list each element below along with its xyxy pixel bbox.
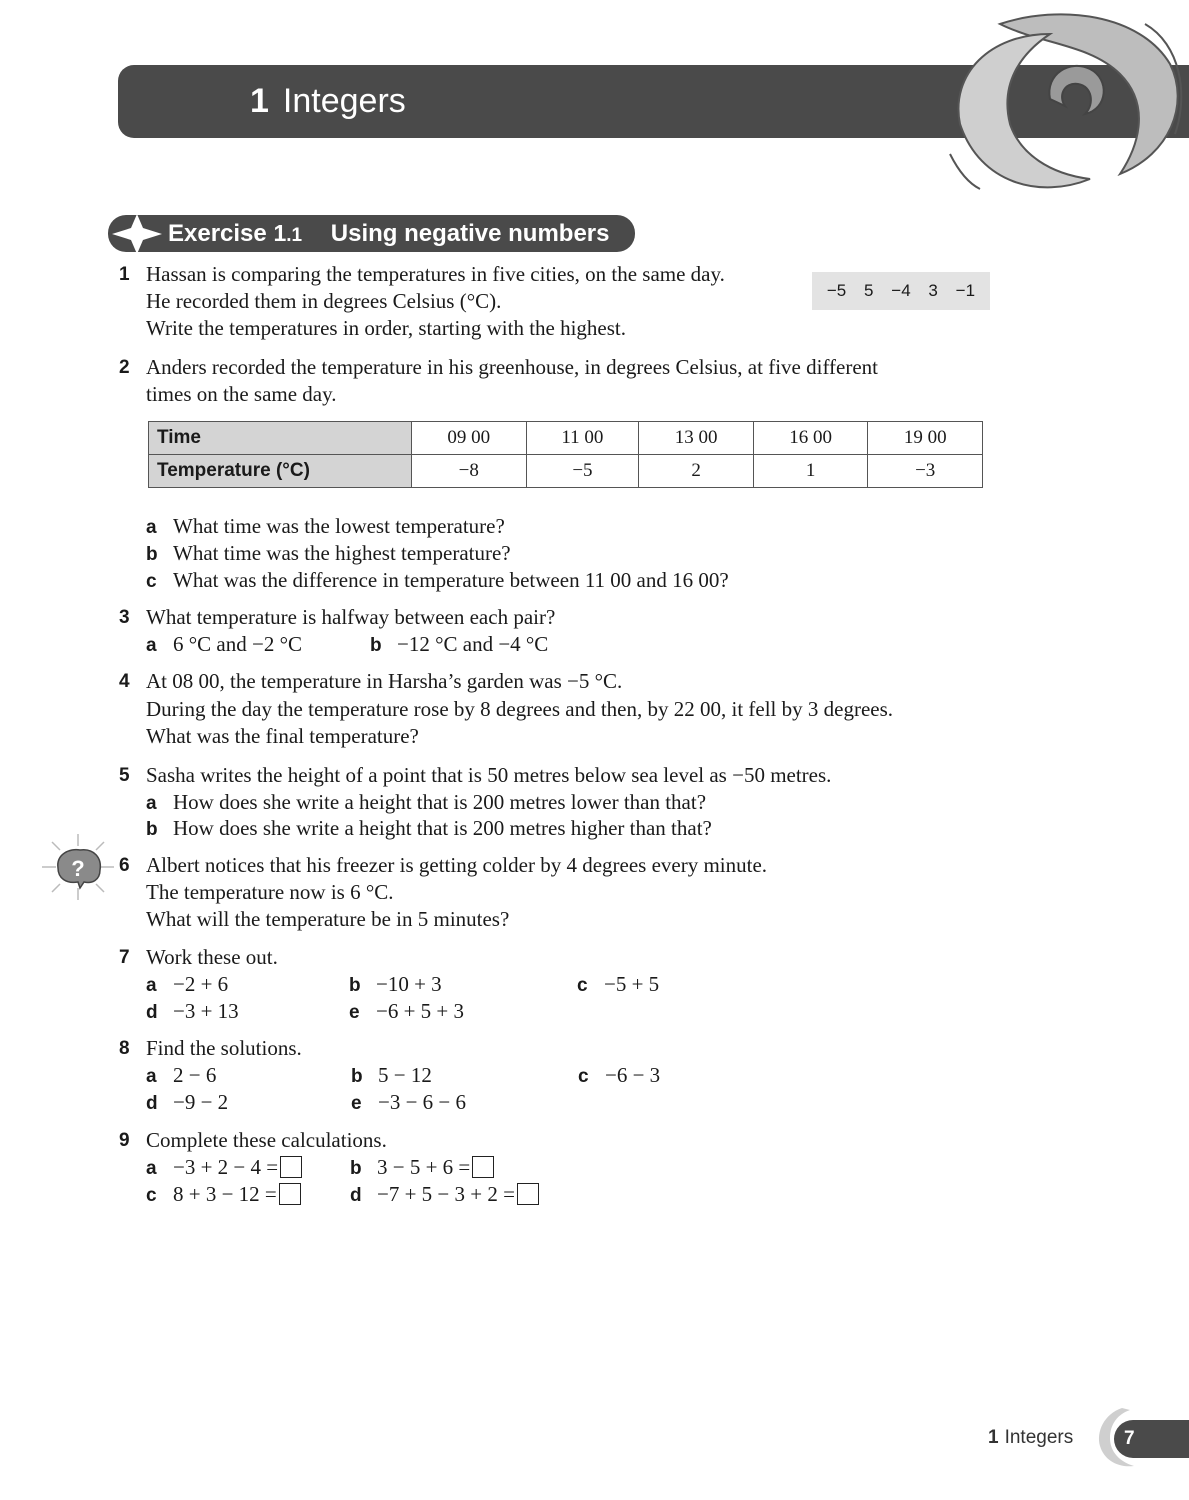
question-7-text: Work these out. xyxy=(146,945,278,969)
question-part xyxy=(349,971,442,999)
question-part xyxy=(146,513,505,541)
question-part xyxy=(146,1062,216,1090)
question-4-line: During the day the temperature rose by 8 degrees and then, by 22 00, it fell by 3 degrees. xyxy=(146,697,894,721)
exercise-label: Exercise xyxy=(168,220,267,247)
question-4-line: At 08 00, the temperature in Harsha’s garden was −5 °C. xyxy=(146,669,623,693)
table-cell: 1 xyxy=(753,455,868,488)
part-label: d xyxy=(146,1002,158,1023)
part-label: b xyxy=(370,635,382,656)
part-text: −3 − 6 − 6 xyxy=(378,1090,467,1114)
question-part xyxy=(146,540,511,568)
question-part xyxy=(146,971,228,999)
question-part xyxy=(146,1181,301,1209)
part-label: c xyxy=(578,1066,589,1087)
part-text: −10 + 3 xyxy=(376,972,442,996)
part-text: −12 °C and −4 °C xyxy=(397,632,549,656)
question-part xyxy=(350,1154,494,1182)
question-part xyxy=(146,815,712,843)
temperature-value: 5 xyxy=(864,281,874,300)
part-text: What was the difference in temperature between 11 00 and 16 00? xyxy=(173,568,729,592)
part-text: −3 + 13 xyxy=(173,999,239,1023)
temperature-value: −1 xyxy=(955,281,976,300)
footer-chapter-title: Integers xyxy=(1004,1427,1074,1448)
part-text: −9 − 2 xyxy=(173,1090,229,1114)
part-label: b xyxy=(351,1066,363,1087)
question-part xyxy=(146,789,706,817)
question-number: 4 xyxy=(119,671,130,692)
part-text: 2 − 6 xyxy=(173,1063,217,1087)
part-label: d xyxy=(350,1185,362,1206)
table-cell: 16 00 xyxy=(753,422,868,455)
part-label: a xyxy=(146,635,157,656)
question-2-line: times on the same day. xyxy=(146,382,337,406)
question-4-line: What was the final temperature? xyxy=(146,724,419,748)
table-row xyxy=(149,422,983,455)
exercise-subnumber: .1 xyxy=(286,225,303,246)
part-label: d xyxy=(146,1093,158,1114)
question-9-text: Complete these calculations. xyxy=(146,1128,387,1152)
part-label: e xyxy=(349,1002,360,1023)
question-1-line: Write the temperatures in order, starting with the highest. xyxy=(146,316,627,340)
table-header-cell: Temperature (°C) xyxy=(149,455,412,488)
answer-box[interactable] xyxy=(517,1183,539,1205)
part-text: −5 + 5 xyxy=(604,972,660,996)
table-cell: 2 xyxy=(639,455,754,488)
part-label: c xyxy=(146,571,157,592)
question-6-line: Albert notices that his freezer is getting colder by 4 degrees every minute. xyxy=(146,853,768,877)
part-label: b xyxy=(146,544,158,565)
table-cell: −8 xyxy=(412,455,527,488)
question-part xyxy=(146,631,302,659)
part-text: How does she write a height that is 200 metres higher than that? xyxy=(173,816,712,840)
question-3-text: What temperature is halfway between each pair? xyxy=(146,605,556,629)
temperature-table xyxy=(148,421,983,488)
table-cell: 09 00 xyxy=(412,422,527,455)
page-number: 7 xyxy=(1124,1428,1135,1449)
part-text: What time was the lowest temperature? xyxy=(173,514,505,538)
temperature-value: −4 xyxy=(891,281,911,300)
chapter-title xyxy=(250,76,406,126)
chapter-name: Integers xyxy=(282,82,406,120)
question-part xyxy=(351,1089,466,1117)
question-number: 6 xyxy=(119,855,130,876)
part-text: −6 + 5 + 3 xyxy=(376,999,465,1023)
table-cell: −5 xyxy=(526,455,639,488)
part-text: 6 °C and −2 °C xyxy=(173,632,302,656)
temperature-value: −5 xyxy=(826,281,847,300)
part-label: a xyxy=(146,1158,157,1179)
exercise-heading: Using negative numbers xyxy=(330,220,610,247)
part-label: b xyxy=(349,975,361,996)
part-text: How does she write a height that is 200 metres lower than that? xyxy=(173,790,707,814)
question-number: 2 xyxy=(119,357,130,378)
question-5-text: Sasha writes the height of a point that is 50 metres below sea level as −50 metres. xyxy=(146,763,832,787)
part-label: a xyxy=(146,1066,157,1087)
footer-chapter-number: 1 xyxy=(988,1427,999,1448)
question-8-text: Find the solutions. xyxy=(146,1036,302,1060)
question-part xyxy=(578,1062,660,1090)
table-row xyxy=(149,455,983,488)
part-text: −3 + 2 − 4 = xyxy=(173,1155,279,1179)
question-part xyxy=(351,1062,432,1090)
footer-chapter xyxy=(988,1424,1073,1452)
question-part xyxy=(350,1181,539,1209)
answer-box[interactable] xyxy=(279,1183,301,1205)
question-1-line: Hassan is comparing the temperatures in five cities, on the same day. xyxy=(146,262,725,286)
table-cell: 11 00 xyxy=(526,422,639,455)
part-text: What time was the highest temperature? xyxy=(173,541,511,565)
part-label: a xyxy=(146,975,157,996)
question-number: 3 xyxy=(119,607,130,628)
question-number: 9 xyxy=(119,1130,130,1151)
part-label: e xyxy=(351,1093,362,1114)
exercise-number: 1 xyxy=(273,220,287,246)
thinking-brain-icon xyxy=(40,832,116,902)
part-label: c xyxy=(146,1185,157,1206)
question-2-line: Anders recorded the temperature in his greenhouse, in degrees Celsius, at five different xyxy=(146,355,879,379)
answer-box[interactable] xyxy=(472,1156,494,1178)
part-text: −6 − 3 xyxy=(605,1063,661,1087)
part-text: 3 − 5 + 6 = xyxy=(377,1155,471,1179)
question-6-line: What will the temperature be in 5 minutes? xyxy=(146,907,510,931)
svg-text:?: ? xyxy=(71,856,85,881)
chapter-number: 1 xyxy=(250,82,269,120)
temperature-value: 3 xyxy=(928,281,938,300)
question-1-line: He recorded them in degrees Celsius (°C). xyxy=(146,289,502,313)
question-part xyxy=(146,1154,302,1182)
question-number: 5 xyxy=(119,765,130,786)
part-text: −7 + 5 − 3 + 2 = xyxy=(377,1182,515,1206)
star-icon xyxy=(112,214,162,254)
table-cell: −3 xyxy=(868,455,983,488)
question-part xyxy=(370,631,548,659)
part-label: b xyxy=(146,819,158,840)
question-number: 1 xyxy=(119,264,130,285)
question-part xyxy=(146,1089,228,1117)
table-cell: 19 00 xyxy=(868,422,983,455)
question-number: 7 xyxy=(119,947,130,968)
question-part xyxy=(146,567,729,595)
swirl-decoration-icon xyxy=(940,4,1189,199)
part-label: b xyxy=(350,1158,362,1179)
exercise-title xyxy=(168,215,610,252)
temperatures-box xyxy=(812,272,990,310)
question-part xyxy=(577,971,659,999)
answer-box[interactable] xyxy=(280,1156,302,1178)
table-header-cell: Time xyxy=(149,422,412,455)
question-6-line: The temperature now is 6 °C. xyxy=(146,880,394,904)
part-text: −2 + 6 xyxy=(173,972,229,996)
part-label: a xyxy=(146,517,157,538)
part-label: c xyxy=(577,975,588,996)
question-part xyxy=(146,998,239,1026)
part-text: 8 + 3 − 12 = xyxy=(173,1182,277,1206)
question-number: 8 xyxy=(119,1038,130,1059)
question-part xyxy=(349,998,464,1026)
table-cell: 13 00 xyxy=(639,422,754,455)
part-text: 5 − 12 xyxy=(378,1063,432,1087)
part-label: a xyxy=(146,793,157,814)
